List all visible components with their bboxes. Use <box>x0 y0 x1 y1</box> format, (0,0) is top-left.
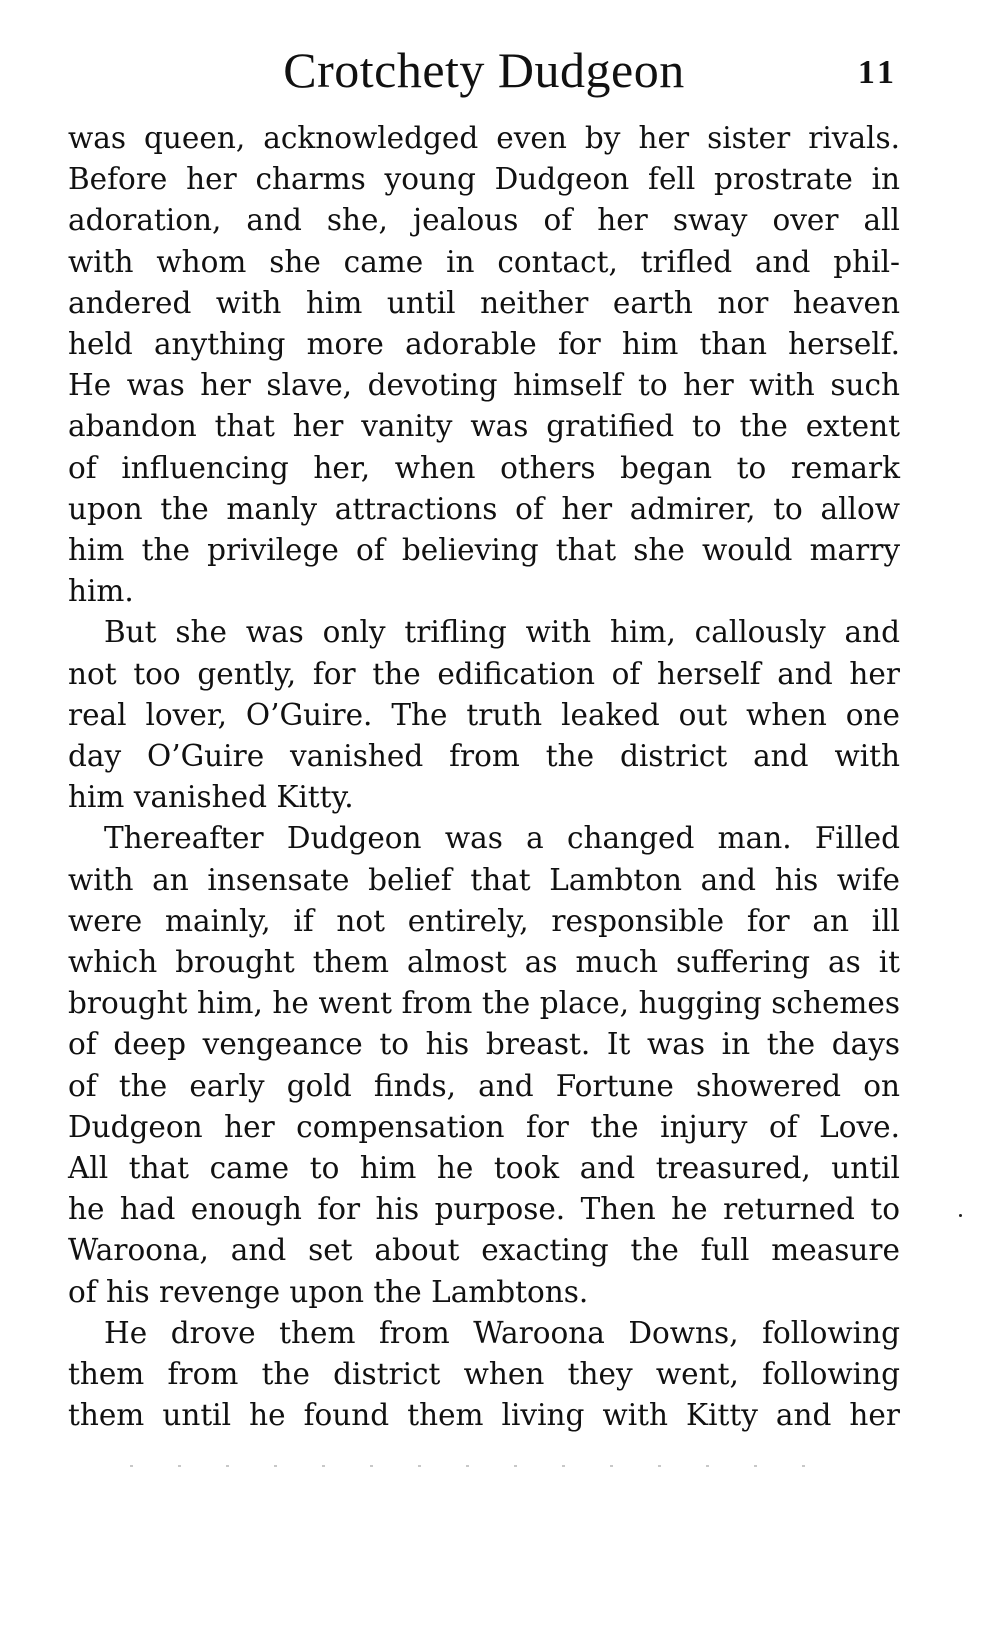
text-line: brought him, he went from the place, hugging schemes <box>68 986 900 1021</box>
text-line: He was her slave, devoting himself to her with such <box>68 368 900 403</box>
text-line: with whom she came in contact, trifled and phil- <box>68 244 900 279</box>
text-line: abandon that her vanity was gratified to the extent <box>68 409 900 444</box>
running-head <box>68 40 900 110</box>
body-text <box>68 118 900 1437</box>
paragraph <box>68 612 900 818</box>
text-line: of his revenge upon the Lambtons. <box>68 1274 589 1309</box>
paragraph <box>68 1313 900 1437</box>
page-number: 11 <box>857 54 898 91</box>
text-line: not too gently, for the edification of herself and her <box>68 656 900 691</box>
text-line: them until he found them living with Kitty and her <box>68 1398 900 1433</box>
text-line: with an insensate belief that Lambton and his wife <box>68 862 900 897</box>
text-line: real lover, O’Guire. The truth leaked out when one <box>68 697 900 732</box>
text-line: Before her charms young Dudgeon fell prostrate in <box>68 162 900 197</box>
text-line: was queen, acknowledged even by her sister rivals. <box>68 121 900 155</box>
book-page <box>68 40 900 1437</box>
paragraph <box>68 118 900 612</box>
text-line: were mainly, if not entirely, responsible for an ill <box>68 903 900 938</box>
text-line: upon the manly attractions of her admirer, to allow <box>68 491 900 526</box>
text-line: which brought them almost as much suffering as it <box>68 945 900 980</box>
chapter-title: Crotchety Dudgeon <box>283 42 685 98</box>
text-line: adoration, and she, jealous of her sway over all <box>68 203 900 238</box>
stray-ink-mark <box>959 1214 962 1217</box>
text-line: of the early gold finds, and Fortune showered on <box>68 1068 900 1103</box>
text-line: But she was only trifling with him, callously and <box>104 615 900 650</box>
text-line: he had enough for his purpose. Then he returned to <box>68 1192 900 1227</box>
text-line: day O’Guire vanished from the district and with <box>68 739 900 774</box>
text-line: him vanished Kitty. <box>68 780 354 815</box>
text-line: them from the district when they went, following <box>68 1357 900 1392</box>
text-line: Thereafter Dudgeon was a changed man. Filled <box>104 821 900 856</box>
next-line-trace <box>130 1465 830 1467</box>
text-line: andered with him until neither earth nor heaven <box>68 285 900 320</box>
text-line: of influencing her, when others began to remark <box>68 450 900 485</box>
text-line: Dudgeon her compensation for the injury of Love. <box>68 1109 900 1144</box>
paragraph <box>68 818 900 1312</box>
text-line: All that came to him he took and treasured, until <box>68 1151 900 1186</box>
text-line: him the privilege of believing that she would marry <box>68 533 900 568</box>
text-line: held anything more adorable for him than herself. <box>68 327 900 362</box>
text-line: him. <box>68 574 134 609</box>
text-line: of deep vengeance to his breast. It was in the days <box>68 1027 900 1062</box>
text-line: He drove them from Waroona Downs, following <box>104 1315 900 1350</box>
text-line: Waroona, and set about exacting the full measure <box>68 1233 900 1268</box>
